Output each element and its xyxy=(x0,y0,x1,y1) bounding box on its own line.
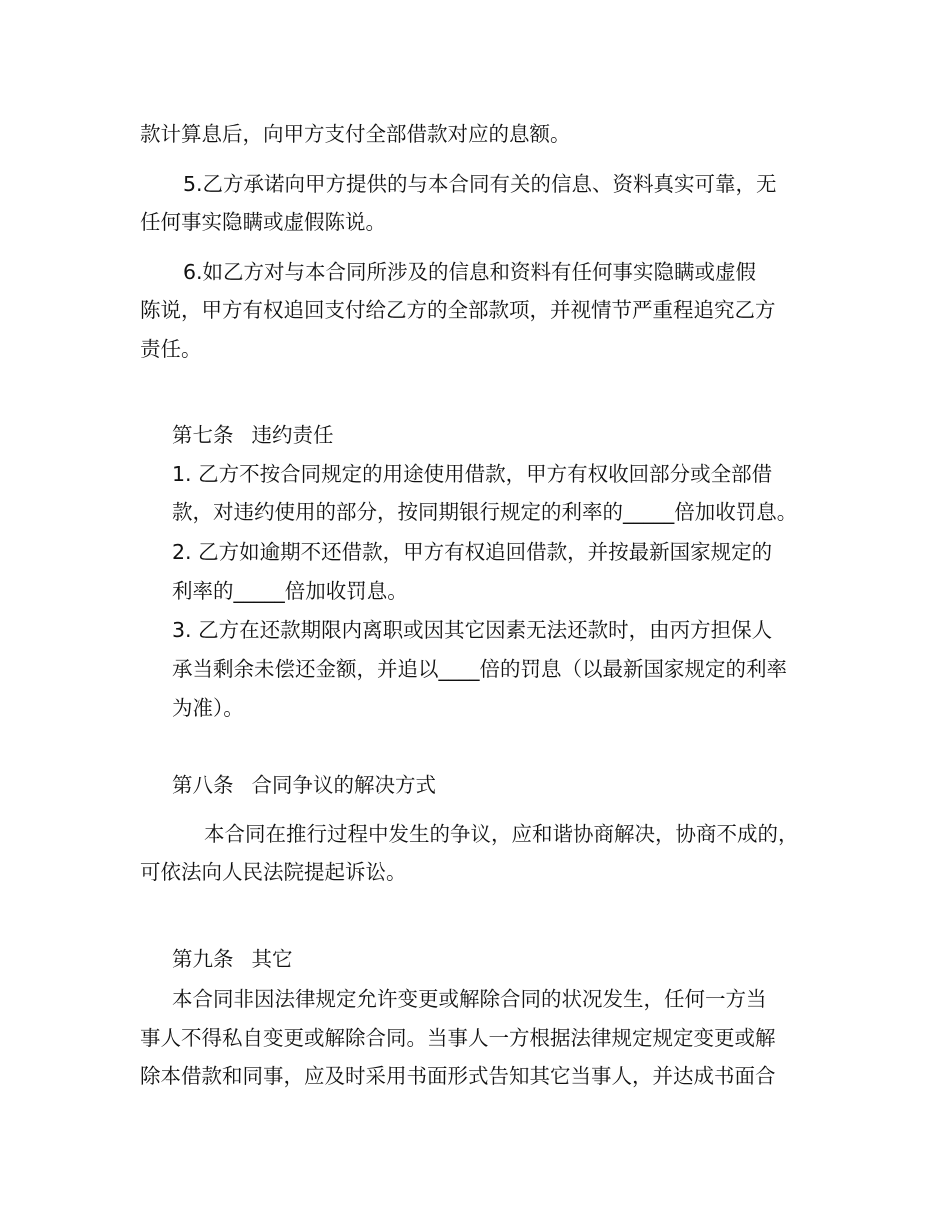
paragraph-line: 本合同非因法律规定允许变更或解除合同的状况发生，任何一方当 xyxy=(172,987,767,1011)
article-heading-9 xyxy=(172,945,293,973)
article-number: 第七条 xyxy=(172,423,234,447)
article-title: 合同争议的解决方式 xyxy=(251,773,436,797)
paragraph-line: 5.乙方承诺向甲方提供的与本合同有关的信息、资料真实可靠，无 xyxy=(183,172,777,196)
paragraph-line: 除本借款和同事，应及时采用书面形式告知其它当事人，并达成书面合 xyxy=(140,1064,776,1088)
paragraph-line: 可依法向人民法院提起诉讼。 xyxy=(140,860,407,884)
paragraph-line: 陈说，甲方有权追回支付给乙方的全部款项，并视情节严重程追究乙方 xyxy=(140,298,776,322)
paragraph-line: 责任。 xyxy=(140,337,202,361)
article-number: 第八条 xyxy=(172,773,234,797)
article-heading-7 xyxy=(172,421,334,449)
article-heading-8 xyxy=(172,771,436,799)
clause-line: 为准）。 xyxy=(172,696,244,720)
paragraph-line: 事人不得私自变更或解除合同。当事人一方根据法律规定规定变更或解 xyxy=(140,1026,776,1050)
clause-line: 3. 乙方在还款期限内离职或因其它因素无法还款时，由丙方担保人 xyxy=(172,618,773,642)
clause-line: 利率的_____倍加收罚息。 xyxy=(172,579,408,603)
article-title: 违约责任 xyxy=(251,423,334,447)
clause-line: 款，对违约使用的部分，按同期银行规定的利率的_____倍加收罚息。 xyxy=(172,500,798,524)
paragraph-line: 任何事实隐瞒或虚假陈说。 xyxy=(140,210,386,234)
article-number: 第九条 xyxy=(172,947,234,971)
clause-line: 1. 乙方不按合同规定的用途使用借款，甲方有权收回部分或全部借 xyxy=(172,462,773,486)
paragraph-line: 6.如乙方对与本合同所涉及的信息和资料有任何事实隐瞒或虚假 xyxy=(183,260,757,284)
article-title: 其它 xyxy=(251,947,293,971)
paragraph-line: 本合同在推行过程中发生的争议，应和谐协商解决，协商不成的， xyxy=(204,822,799,846)
paragraph-line: 款计算息后，向甲方支付全部借款对应的息额。 xyxy=(140,122,571,146)
clause-line: 2. 乙方如逾期不还借款，甲方有权追回借款，并按最新国家规定的 xyxy=(172,540,773,564)
clause-line: 承当剩余未偿还金额，并追以____倍的罚息（以最新国家规定的利率 xyxy=(172,657,787,681)
